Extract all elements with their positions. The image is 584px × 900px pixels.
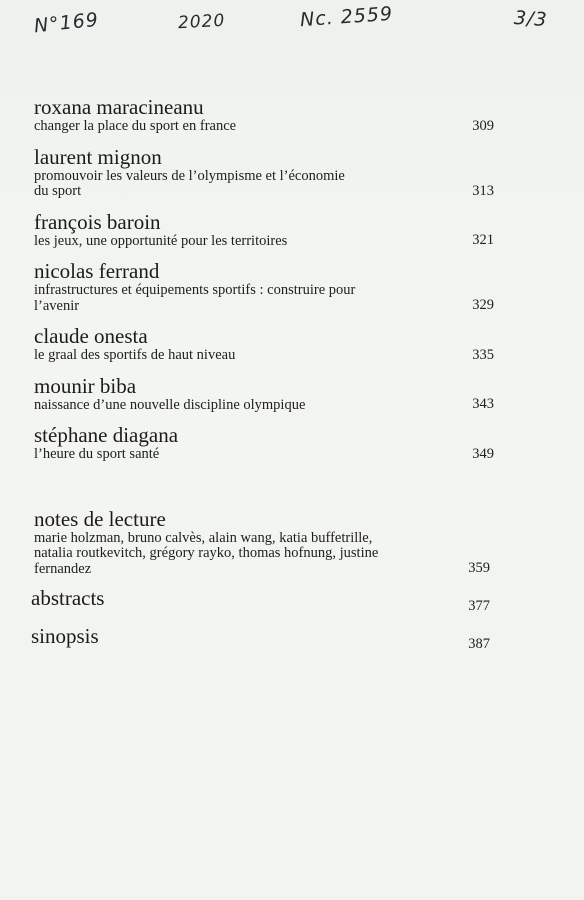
- section-title: abstracts: [31, 586, 105, 610]
- page-number: 377: [468, 598, 490, 614]
- table-of-contents: [31, 95, 504, 659]
- author-name: nicolas ferrand: [34, 259, 160, 283]
- toc-entry-abstracts: [31, 586, 504, 621]
- notes-authors: marie holzman, bruno calvès, alain wang, katia buffetrille,: [34, 529, 373, 546]
- section-title: notes de lecture: [34, 506, 166, 531]
- toc-entry: [34, 375, 504, 414]
- author-name: mounir biba: [34, 373, 137, 398]
- page-number: 313: [472, 182, 494, 199]
- article-title: changer la place du sport en france: [34, 118, 237, 134]
- article-title: du sport: [34, 183, 82, 199]
- handwritten-number: N°169: [33, 8, 100, 38]
- author-name: stéphane diagana: [34, 423, 179, 447]
- article-title: naissance d’une nouvelle discipline olympique: [34, 396, 306, 413]
- article-title: les jeux, une opportunité pour les territoires: [34, 232, 288, 249]
- toc-entry: [34, 260, 504, 314]
- page-number: 321: [472, 232, 494, 248]
- page-number: 349: [472, 445, 494, 462]
- handwritten-page-count: 3/3: [513, 6, 549, 32]
- section-gap: [34, 474, 504, 508]
- toc-entry: [34, 424, 504, 463]
- toc-entry: [34, 211, 504, 250]
- author-name: roxana maracineanu: [34, 95, 204, 119]
- toc-entry-notes: [34, 508, 504, 578]
- notes-authors: fernandez: [34, 560, 92, 577]
- section-title: sinopsis: [31, 624, 99, 648]
- author-name: laurent mignon: [34, 144, 162, 169]
- page-number: 309: [472, 117, 494, 134]
- page-number: 329: [472, 297, 494, 313]
- bleed-through-text: ​: [239, 40, 241, 62]
- page-number: 359: [468, 560, 490, 576]
- article-title: infrastructures et équipements sportifs : construire pour: [34, 282, 356, 298]
- author-name: françois baroin: [34, 209, 161, 234]
- article-title: l’avenir: [34, 297, 80, 314]
- toc-entry: [34, 325, 504, 364]
- toc-entry: [34, 146, 504, 200]
- author-name: claude onesta: [34, 324, 148, 348]
- handwritten-year: 2020: [177, 10, 226, 34]
- page-number: 335: [472, 346, 494, 363]
- article-title: promouvoir les valeurs de l’olympisme et l’économie: [34, 167, 345, 184]
- toc-entry-sinopsis: [31, 624, 504, 659]
- page-number: 387: [468, 636, 490, 652]
- page-number: 343: [472, 396, 494, 412]
- handwritten-reference: Nc. 2559: [299, 2, 394, 32]
- article-title: l’heure du sport santé: [34, 446, 160, 462]
- toc-entry: [34, 96, 504, 135]
- notes-authors: natalia routkevitch, grégory rayko, thomas hofnung, justine: [34, 545, 379, 561]
- article-title: le graal des sportifs de haut niveau: [34, 347, 236, 363]
